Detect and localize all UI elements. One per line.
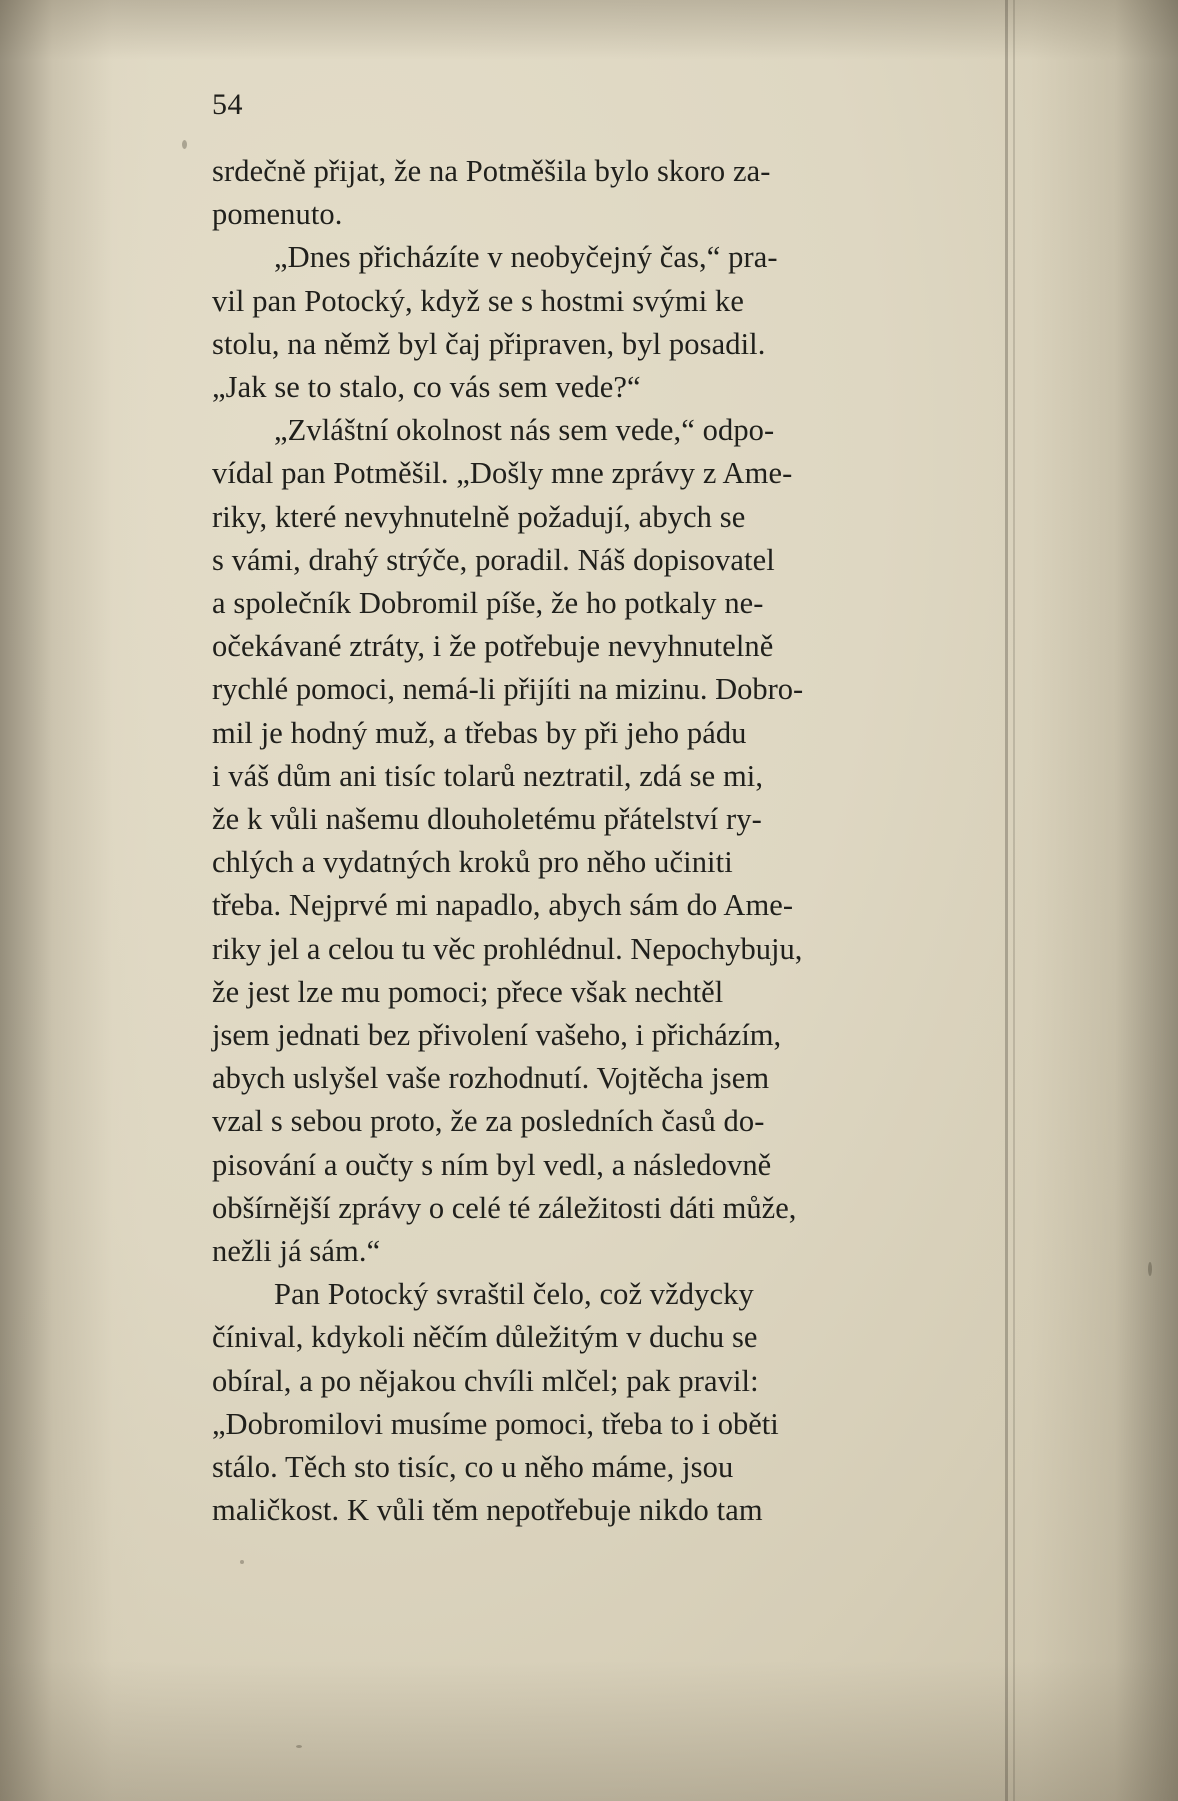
paragraph — [212, 236, 952, 409]
page-edge-shadow-right — [968, 0, 1178, 1801]
text-line: pisování a oučty s ním byl vedl, a následovně — [212, 1147, 772, 1182]
text-line: vzal s sebou proto, že za posledních časů do- — [212, 1104, 765, 1139]
text-line: mil je hodný muž, a třebas by při jeho pádu — [212, 715, 747, 750]
text-line: i váš dům ani tisíc tolarů neztratil, zdá se mi, — [212, 758, 764, 793]
text-line: pomenuto. — [212, 197, 343, 232]
text-line: nežli já sám.“ — [212, 1234, 381, 1269]
page-number: 54 — [212, 88, 243, 121]
paragraph — [212, 409, 952, 1273]
page-edge-shadow-bottom — [0, 1661, 1178, 1801]
scan-speck — [296, 1745, 302, 1748]
text-line: chlých a vydatných kroků pro něho učiniti — [212, 845, 733, 880]
text-line: vil pan Potocký, když se s hostmi svými ke — [212, 283, 744, 318]
paragraph — [212, 150, 952, 236]
scan-speck — [240, 1560, 244, 1564]
text-line: stálo. Těch sto tisíc, co u něho máme, jsou — [212, 1450, 734, 1485]
text-line: obíral, a po nějakou chvíli mlčel; pak pravil: — [212, 1363, 759, 1398]
text-line: „Jak se to stalo, co vás sem vede?“ — [212, 370, 641, 405]
paragraph — [212, 1273, 952, 1532]
page-edge-shadow-left — [0, 0, 150, 1801]
scan-speck — [1148, 1262, 1152, 1276]
text-line: s vámi, drahý strýče, poradil. Náš dopisovatel — [212, 542, 775, 577]
text-line: vídal pan Potměšil. „Došly mne zprávy z Ame- — [212, 456, 793, 491]
text-line: čínival, kdykoli něčím důležitým v duchu se — [212, 1320, 758, 1355]
text-line: Pan Potocký svraštil čelo, což vždycky — [274, 1277, 754, 1312]
scan-speck — [182, 140, 187, 149]
text-line: abych uslyšel vaše rozhodnutí. Vojtěcha jsem — [212, 1061, 770, 1096]
text-line: rychlé pomoci, nemá-li přijíti na mizinu. Dobro- — [212, 672, 804, 707]
text-line: maličkost. K vůli těm nepotřebuje nikdo tam — [212, 1493, 763, 1528]
text-line: „Zvláštní okolnost nás sem vede,“ odpo- — [274, 413, 775, 448]
text-line: riky, které nevyhnutelně požadují, abych se — [212, 499, 746, 534]
text-line: a společník Dobromil píše, že ho potkaly ne- — [212, 586, 764, 621]
text-line: obšírnější zprávy o celé té záležitosti dáti může, — [212, 1190, 797, 1225]
page-gutter-line-secondary — [1013, 0, 1015, 1801]
text-line: srdečně přijat, že na Potměšila bylo skoro za- — [212, 154, 771, 188]
text-line: jsem jednati bez přivolení vašeho, i přicházím, — [212, 1018, 782, 1053]
text-line: riky jel a celou tu věc prohlédnul. Nepochybuju, — [212, 931, 803, 966]
text-line: očekávané ztráty, i že potřebuje nevyhnutelně — [212, 629, 774, 664]
text-line: že k vůli našemu dlouholetému přátelství ry- — [212, 802, 762, 837]
page-edge-shadow-top — [0, 0, 1178, 60]
text-line: že jest lze mu pomoci; přece však nechtěl — [212, 974, 724, 1009]
text-line: „Dobromilovi musíme pomoci, třeba to i oběti — [212, 1406, 779, 1441]
page-gutter-line — [1005, 0, 1008, 1801]
text-line: třeba. Nejprvé mi napadlo, abych sám do Ame- — [212, 888, 794, 923]
page-text-block — [212, 150, 952, 1533]
text-line: stolu, na němž byl čaj připraven, byl posadil. — [212, 326, 766, 361]
text-line: „Dnes přicházíte v neobyčejný čas,“ pra- — [274, 240, 778, 275]
